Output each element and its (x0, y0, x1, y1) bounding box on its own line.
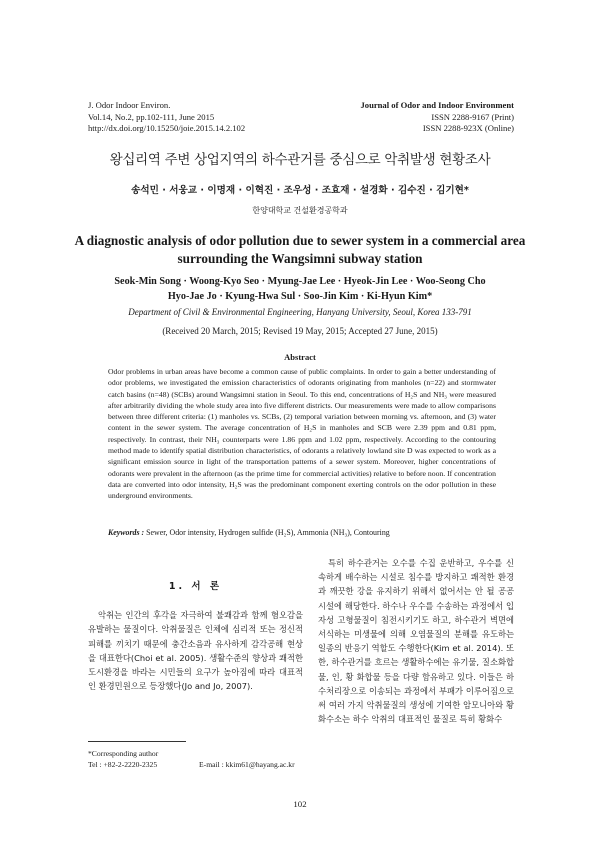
english-affiliation: Department of Civil & Environmental Engineering, Hanyang University, Seoul, Korea 133-791 (128, 307, 472, 317)
english-title: A diagnostic analysis of odor pollution due to sewer system in a commercial area surrounding the Wangsimni subway station (74, 233, 526, 266)
issn-print: ISSN 2288-9167 (Print) (431, 111, 514, 122)
journal-citation-block (88, 100, 245, 135)
body-right-column (318, 556, 514, 726)
doi-link[interactable]: http://dx.doi.org/10.15250/joie.2015.14.2.102 (88, 123, 246, 133)
english-authors-line1: Seok-Min Song · Woong-Kyo Seo · Myung-Jae Lee · Hyeok-Jin Lee · Woo-Seong Cho (114, 276, 486, 287)
section-heading-introduction: 1. 서 론 (168, 581, 223, 592)
corresponding-label: *Corresponding author (88, 749, 159, 758)
journal-name: Journal of Odor and Indoor Environment (360, 100, 514, 110)
intro-paragraph-right: 특히 하수관거는 오수를 수집 운반하고, 우수를 신속하게 배수하는 시설로 침수를 방지하고 쾌적한 환경과 깨끗한 강을 유지하기 위해서 없어서는 안 될 공공시설에 해당한다. 하수나 우수를 수송하는 과정에서 입자성 고형물질이 침전시키기도 하고, 하수관거 벽면에 서식하는 미생물에 의해 오염물질의 분해를 유도하는 일종의 반응기 역할도 수행한다(Kim et al. 2014). 또한, 하수관거를 흐르는 생활하수에는 유기물, 질소화합물, 인, 황 화합물 등을 다량 함유하고 있다. 이들은 하수처리장으로 이송되는 과정에서 부패가 이루어짐으로써 여러 가지 악취물질의 생성에 기여한 암모니아와 황화수소는 하수 악취의 대표적인 물질로 특히 황화수 (318, 558, 514, 725)
footnote-rule (88, 741, 186, 742)
korean-title: 왕십리역 주변 상업지역의 하수관거를 중심으로 악취발생 현황조사 (109, 152, 491, 168)
intro-paragraph-left: 악취는 인간의 후각을 자극하여 불쾌감과 함께 혐오감을 유발하는 물질이다. 악취물질은 인체에 심리적 또는 정신적 피해를 끼치기 때문에 충간소음과 유사하게 감각공해 현상을 대표한다(Choi et al. 2005). 생활수준의 향상과 쾌적한 도시환경을 바라는 시민들의 요구가 높아짐에 따라 대표적인 환경민원으로 등장했다(Jo and Jo, 2007). (88, 610, 303, 692)
page-number: 102 (293, 799, 307, 809)
abstract-text: Odor problems in urban areas have become a common cause of public complaints. In order to gain a better understanding of odor problems, we investigated the emission characteristics of odorants originating from manholes (n=22) and stormwater catch basins (n=48) (SCBs) around Wangsimni station in Seoul. To this end, concentrations of H₂S and NH₃ were measured after arbitrarily dividing the whole study area into five different districts. Our measurements were made to allow comparisons between three different criteria: (1) manholes vs. SCBs, (2) temporal variation between morning vs. afternoon, and (3) water content in the sewer system. The average concentration of H₂S in manholes and SCB were 2.39 ppm and 0.81 ppm, respectively. In contrast, their NH₃ counterparts were 1.86 ppm and 1.02 ppm, respectively. According to the contouring method made to identify spatial distribution characteristics, of odorants a relatively lowland site D was expected to work as a significant emission source in light of the transportation patterns of a sewer system. Moreover, higher concentrations of odorants were prevalent in the afternoon (as the prime time for commercial activities) relative to before noon. If concentration data are converted into odor intensity, H₂S was the predominant component exerting controls on the odor pollution in these underground environments. (108, 367, 496, 501)
journal-issn-block (360, 100, 514, 135)
keywords-label: Keywords : (108, 528, 145, 537)
email-address[interactable]: E-mail : kkim61@hayang.ac.kr (199, 760, 295, 769)
korean-affiliation: 한양대학교 건설환경공학과 (252, 206, 348, 215)
keywords-line (108, 528, 508, 537)
issn-online: ISSN 2288-923X (Online) (422, 123, 514, 133)
abstract-heading: Abstract (284, 352, 316, 362)
body-left-column (88, 580, 303, 693)
phone-number: Tel : +82-2-2220-2325 (88, 760, 158, 769)
volume-pages: Vol.14, No.2, pp.102-111, June 2015 (88, 111, 215, 122)
keywords-text: Sewer, Odor intensity, Hydrogen sulfide (H₂S), Ammonia (NH₃), Contouring (146, 528, 390, 537)
journal-abbrev: J. Odor Indoor Environ. (88, 100, 171, 110)
english-authors-line2: Hyo-Jae Jo · Kyung-Hwa Sul · Soo-Jin Kim · Ki-Hyun Kim* (167, 291, 433, 302)
korean-authors: 송석민 · 서웅교 · 이명재 · 이혁진 · 조우성 · 조효재 · 설경화 · 김수진 · 김기현* (131, 185, 469, 196)
received-dates: (Received 20 March, 2015; Revised 19 May, 2015; Accepted 27 June, 2015) (162, 326, 438, 336)
english-authors (60, 274, 540, 304)
corresponding-author-footnote (88, 748, 295, 770)
